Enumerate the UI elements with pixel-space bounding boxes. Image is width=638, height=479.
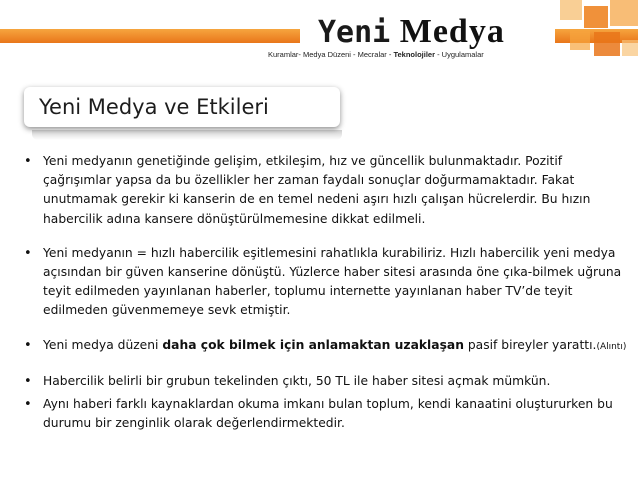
bullet-emphasis: daha çok bilmek için anlamaktan uzaklaşan: [162, 337, 464, 352]
tagline-suffix: - Uygulamalar: [435, 50, 484, 59]
logo-medya: Medya: [399, 13, 505, 50]
brand-logo: [318, 14, 505, 51]
logo-yeni: Yeni: [318, 15, 391, 50]
bullet-item: • Habercilik belirli bir grubun tekelinden çıktı, 50 TL ile haber sitesi açmak mümkün.: [24, 372, 630, 391]
slide-title-box: [24, 87, 340, 127]
header-band-left: [0, 29, 300, 43]
bullet-item: • Yeni medyanın genetiğinde gelişim, etkileşim, hız ve güncellik bulunmaktadır. Pozitif çağrışımlar yapsa da bu özellikler her zaman faydalı sonuçlar doğurmamaktadır. Fakat unutmamak gerekir ki kanserin de en temel nedeni aşırı hızlı çalışan hücrelerdir. Bu hızın habercilik adına kansere dönüştürülmemesine dikkat edilmeli.: [24, 152, 630, 229]
header-tagline: [268, 50, 484, 59]
citation-note: (Alıntı): [596, 341, 627, 352]
bullet-text: pasif bireyler yarattı.: [463, 337, 597, 352]
slide-body: [24, 152, 630, 433]
title-shadow: [32, 130, 342, 140]
tagline-highlight: Teknolojiler: [393, 50, 435, 59]
bullet-item: • Yeni medyanın = hızlı habercilik eşitlemesini rahatlıkla kurabiliriz. Hızlı habercilik yeni medya açısından bir güven kanserine dönüştü. Yüzlerce haber sitesi arasında öne çıka-bilmek uğruna teyit edilmeden yayınlanan haberler, toplumu internette yayınlanan haber TV’de teyit edilmeden güvenmemeye sevk etmiştir.: [24, 244, 630, 321]
bullet-list: [24, 152, 630, 433]
tagline-prefix: Kuramlar- Medya Düzeni - Mecralar -: [268, 50, 394, 59]
decorative-squares: [560, 0, 638, 62]
bullet-item: [24, 336, 630, 357]
bullet-item: • Aynı haberi farklı kaynaklardan okuma imkanı bulan toplum, kendi kanaatini oluştururken bu durumu bir zenginlik olarak değerlendirmektedir.: [24, 395, 630, 433]
slide-title: Yeni Medya ve Etkileri: [39, 95, 269, 119]
bullet-text: Yeni medya düzeni: [43, 337, 163, 352]
